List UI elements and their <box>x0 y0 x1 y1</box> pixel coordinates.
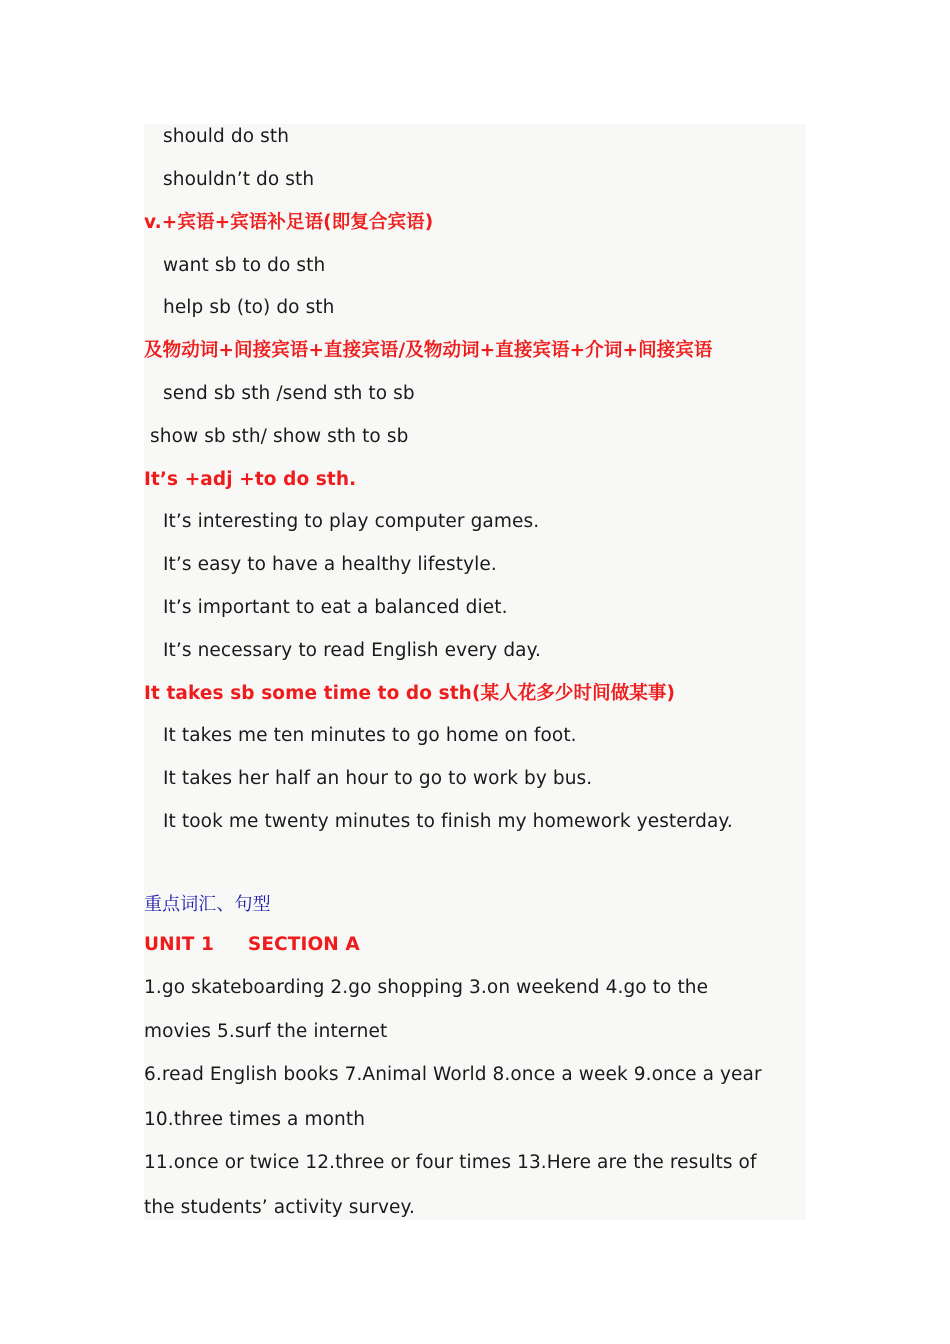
unit-section: SECTION A <box>247 934 360 955</box>
text-line: should do sth <box>163 126 290 147</box>
grammar-heading: It’s +adj +to do sth. <box>144 469 357 490</box>
grammar-heading: 及物动词+间接宾语+直接宾语/及物动词+直接宾语+介词+间接宾语 <box>144 340 713 361</box>
text-line: It takes me ten minutes to go home on foot. <box>163 725 577 746</box>
vocab-line: the students’ activity survey. <box>144 1197 415 1218</box>
grammar-heading: v.+宾语+宾语补足语(即复合宾语) <box>144 212 434 233</box>
text-line: It takes her half an hour to go to work by bus. <box>163 768 593 789</box>
grammar-heading: It takes sb some time to do sth(某人花多少时间做某事) <box>144 683 676 704</box>
text-line: help sb (to) do sth <box>163 297 335 318</box>
text-line: show sb sth/ show sth to sb <box>150 426 409 447</box>
vocab-line: 10.three times a month <box>144 1109 366 1130</box>
text-line: It’s easy to have a healthy lifestyle. <box>163 554 497 575</box>
text-line: It’s interesting to play computer games. <box>163 511 540 532</box>
vocab-line: 1.go skateboarding 2.go shopping 3.on weekend 4.go to the <box>144 977 709 998</box>
vocab-line: 11.once or twice 12.three or four times 13.Here are the results of <box>144 1152 757 1173</box>
text-line: It’s important to eat a balanced diet. <box>163 597 508 618</box>
unit-label: UNIT 1 <box>144 934 214 955</box>
text-line: It’s necessary to read English every day. <box>163 640 542 661</box>
text-line: want sb to do sth <box>163 255 326 276</box>
text-line: It took me twenty minutes to finish my homework yesterday. <box>163 811 733 832</box>
vocab-line: 6.read English books 7.Animal World 8.once a week 9.once a year <box>144 1064 762 1085</box>
content-panel <box>144 124 806 1220</box>
section-heading: 重点词汇、句型 <box>144 894 271 915</box>
unit-heading <box>144 934 360 956</box>
text-line: shouldn’t do sth <box>163 169 315 190</box>
vocab-line: movies 5.surf the internet <box>144 1021 388 1042</box>
text-line: send sb sth /send sth to sb <box>163 383 415 404</box>
